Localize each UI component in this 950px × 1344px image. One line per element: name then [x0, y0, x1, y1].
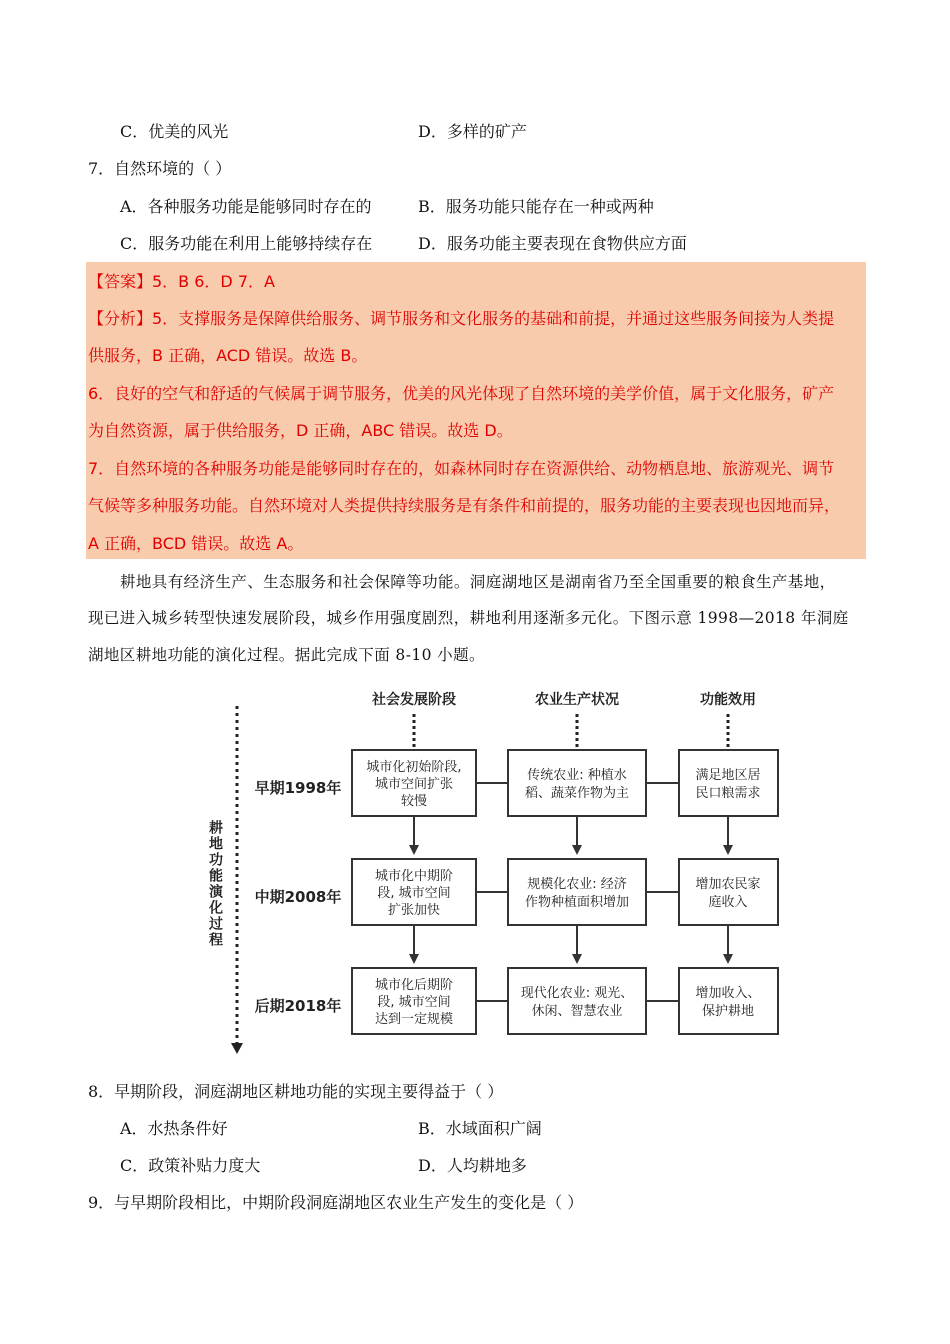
- analysis-line: 气候等多种服务功能。自然环境对人类提供持续服务是有条件和前提的，服务功能的主要表现也因地而异，: [88, 496, 841, 515]
- answer-line: 【答案】5．B 6．D 7．A: [88, 272, 275, 291]
- svg-text:城市空间扩张: 城市空间扩张: [374, 777, 454, 792]
- analysis-line: 7．自然环境的各种服务功能是能够同时存在的，如森林同时存在资源供给、动物栖息地、旅游观光、调节: [88, 459, 835, 478]
- svg-text:作物种植面积增加: 作物种植面积增加: [524, 895, 630, 910]
- header-agriculture: 农业生产状况: [535, 692, 619, 708]
- svg-text:达到一定规模: 达到一定规模: [374, 1012, 454, 1027]
- svg-text:稻、蔬菜作物为主: 稻、蔬菜作物为主: [524, 786, 630, 801]
- box-middle-agriculture: [508, 859, 646, 925]
- q6-option-c: C．优美的风光: [120, 122, 229, 141]
- svg-text:段, 城市空间: 段, 城市空间: [377, 886, 451, 901]
- q7-option-d: D．服务功能主要表现在食物供应方面: [418, 234, 687, 253]
- axis-label: 耕地功能演化过程: [207, 820, 223, 948]
- svg-text:保护耕地: 保护耕地: [701, 1004, 755, 1019]
- passage-line: 耕地具有经济生产、生态服务和社会保障等功能。洞庭湖地区是湖南省乃至全国重要的粮食生产基地，: [120, 573, 836, 591]
- svg-text:增加农民家: 增加农民家: [695, 877, 761, 892]
- box-late-function: [679, 968, 778, 1034]
- analysis-line: 为自然资源，属于供给服务，D 正确，ABC 错误。故选 D。: [88, 421, 513, 440]
- q7-stem: 7．自然环境的（ ）: [88, 159, 232, 178]
- box-early-function: [679, 750, 778, 816]
- svg-text:民口粮需求: 民口粮需求: [695, 786, 761, 801]
- q7-option-c: C．服务功能在利用上能够持续存在: [120, 234, 373, 253]
- analysis-line: A 正确，BCD 错误。故选 A。: [88, 534, 304, 553]
- passage-line: 湖地区耕地功能的演化过程。据此完成下面 8-10 小题。: [88, 646, 485, 664]
- header-function-effect: 功能效用: [700, 692, 756, 708]
- analysis-line: 【分析】5．支撑服务是保障供给服务、调节服务和文化服务的基础和前提，并通过这些服务间接为人类提: [88, 309, 835, 328]
- svg-text:扩张加快: 扩张加快: [387, 903, 441, 918]
- q6-option-d: D．多样的矿产: [418, 122, 527, 141]
- q7-option-b: B．服务功能只能存在一种或两种: [418, 197, 654, 216]
- svg-text:较慢: 较慢: [400, 794, 428, 809]
- q8-option-b: B．水域面积广阔: [418, 1119, 542, 1138]
- svg-text:增加收入、: 增加收入、: [695, 986, 761, 1001]
- box-middle-function: [679, 859, 778, 925]
- q8-stem: 8．早期阶段，洞庭湖地区耕地功能的实现主要得益于（ ）: [88, 1082, 504, 1101]
- passage-line: 现已进入城乡转型快速发展阶段，城乡作用强度剧烈，耕地利用逐渐多元化。下图示意 1998—2018 年洞庭: [88, 609, 849, 627]
- svg-text:庭收入: 庭收入: [708, 895, 748, 910]
- axis-arrowhead: [231, 1043, 243, 1054]
- box-early-agriculture: [508, 750, 646, 816]
- svg-text:传统农业: 种植水: 传统农业: 种植水: [527, 768, 627, 783]
- period-middle: 中期2008年: [254, 888, 342, 906]
- q7-option-a: A．各种服务功能是能够同时存在的: [120, 197, 372, 216]
- svg-text:城市化初始阶段,: 城市化初始阶段,: [366, 760, 462, 775]
- svg-text:休闲、智慧农业: 休闲、智慧农业: [531, 1004, 623, 1019]
- period-early: 早期1998年: [254, 779, 342, 797]
- analysis-line: 供服务，B 正确，ACD 错误。故选 B。: [88, 346, 368, 365]
- header-social-stage: 社会发展阶段: [372, 692, 456, 708]
- q8-option-a: A．水热条件好: [120, 1119, 228, 1138]
- analysis-line: 6．良好的空气和舒适的气候属于调节服务，优美的风光体现了自然环境的美学价值，属于文化服务，矿产: [88, 384, 835, 403]
- svg-text:段, 城市空间: 段, 城市空间: [377, 995, 451, 1010]
- period-late: 后期2018年: [254, 997, 342, 1015]
- q8-option-d: D．人均耕地多: [418, 1156, 527, 1175]
- q9-stem: 9．与早期阶段相比，中期阶段洞庭湖地区农业生产发生的变化是（ ）: [88, 1193, 584, 1212]
- svg-text:城市化后期阶: 城市化后期阶: [374, 978, 454, 993]
- svg-text:现代化农业: 观光、: 现代化农业: 观光、: [520, 986, 634, 1001]
- svg-text:满足地区居: 满足地区居: [695, 768, 761, 783]
- box-late-agriculture: [508, 968, 646, 1034]
- svg-text:规模化农业: 经济: 规模化农业: 经济: [527, 877, 627, 892]
- q8-option-c: C．政策补贴力度大: [120, 1156, 261, 1175]
- svg-text:城市化中期阶: 城市化中期阶: [374, 869, 454, 884]
